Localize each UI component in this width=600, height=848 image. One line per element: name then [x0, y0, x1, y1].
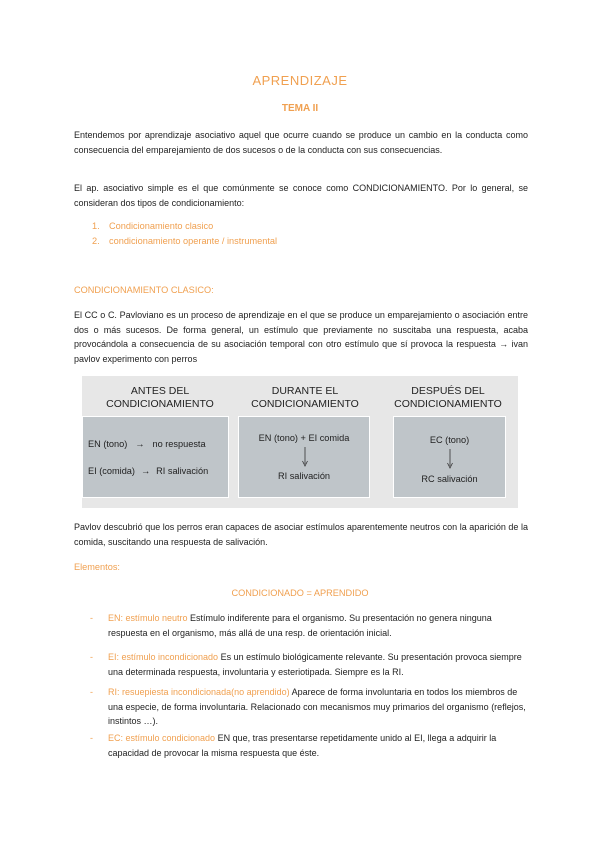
diagram-text: EN (tono) + EI comida: [258, 433, 350, 443]
diagram-box-during: [238, 416, 370, 498]
diagram-text: EI (comida) → RI salivación: [88, 466, 209, 476]
diagram-col3-title: DESPUÉS DEL CONDICIONAMIENTO: [394, 385, 502, 410]
conditioning-diagram: [82, 376, 518, 508]
section-paragraph: El CC o C. Pavloviano es un proceso de aprendizaje en el que se produce un emparejamiento o asociación entre dos o más sucesos. De forma general, un estímulo que previamente no suscitaba una respuesta, acaba provocándola a consecuencia de su asociación temporal con otro estímulo que sí provoca la respuesta → ivan pavlov experimento con perros: [74, 310, 528, 364]
elements-heading: Elementos:: [74, 562, 120, 572]
diagram-text: RI salivación: [277, 471, 331, 481]
pavlov-paragraph: Pavlov descubrió que los perros eran capaces de asociar estímulos aparentemente neutros con la aparición de la comida, suscitando una respuesta de salivación.: [74, 522, 528, 547]
diagram-box-before: [82, 416, 229, 498]
list-item: - RI: resuepiesta incondicionada(no aprendido) Aparece de forma involuntaria en todos los miembros de una especie, de forma involuntaria. Relacionado con mecanismos muy primarios del organismo (reflejos, instintos …).: [90, 687, 526, 726]
diagram-text: EN (tono) → no respuesta: [88, 439, 206, 449]
down-arrow-icon: [447, 449, 453, 469]
list-item: - EC: estímulo condicionado EN que, tras presentarse repetidamente unido al EI, llega a adquirir la capacidad de provocar la misma respuesta que éste.: [90, 733, 497, 758]
page-subtitle: TEMA II: [281, 103, 319, 114]
down-arrow-icon: [302, 447, 308, 467]
list-item: - EI: estímulo incondicionado Es un estímulo biológicamente relevante. Su presentación provoca siempre una determinada respuesta, involuntaria y esteriotipada. Siempre es la RI.: [90, 652, 522, 677]
center-label: CONDICIONADO = APRENDIDO: [231, 588, 369, 598]
list-item: - EN: estímulo neutro Estímulo indiferente para el organismo. Su presentación no genera ninguna respuesta en el organismo, más allá de una resp. de orientación inicial.: [90, 613, 492, 638]
diagram-text: EC (tono): [429, 435, 470, 445]
intro-paragraph-2: El ap. asociativo simple es el que comúnmente se conoce como CONDICIONAMIENTO. Por lo general, se consideran dos tipos de condicionamiento:: [74, 183, 528, 208]
intro-paragraph: Entendemos por aprendizaje asociativo aquel que ocurre cuando se produce un cambio en la conducta como consecuencia del emparejamiento de dos sucesos o de la conducta con sus consecuencias.: [74, 130, 528, 155]
list-item: 2. condicionamiento operante / instrumental: [92, 236, 278, 246]
diagram-col1-title: ANTES DEL CONDICIONAMIENTO: [106, 385, 214, 410]
diagram-box-after: [393, 416, 506, 498]
page-title: APRENDIZAJE: [252, 73, 348, 88]
section-heading: CONDICIONAMIENTO CLASICO:: [74, 285, 214, 295]
list-item: 1. Condicionamiento clasico: [92, 221, 214, 231]
diagram-col2-title: DURANTE EL CONDICIONAMIENTO: [251, 385, 359, 410]
types-list: [92, 219, 277, 249]
diagram-text: RC salivación: [421, 474, 478, 484]
